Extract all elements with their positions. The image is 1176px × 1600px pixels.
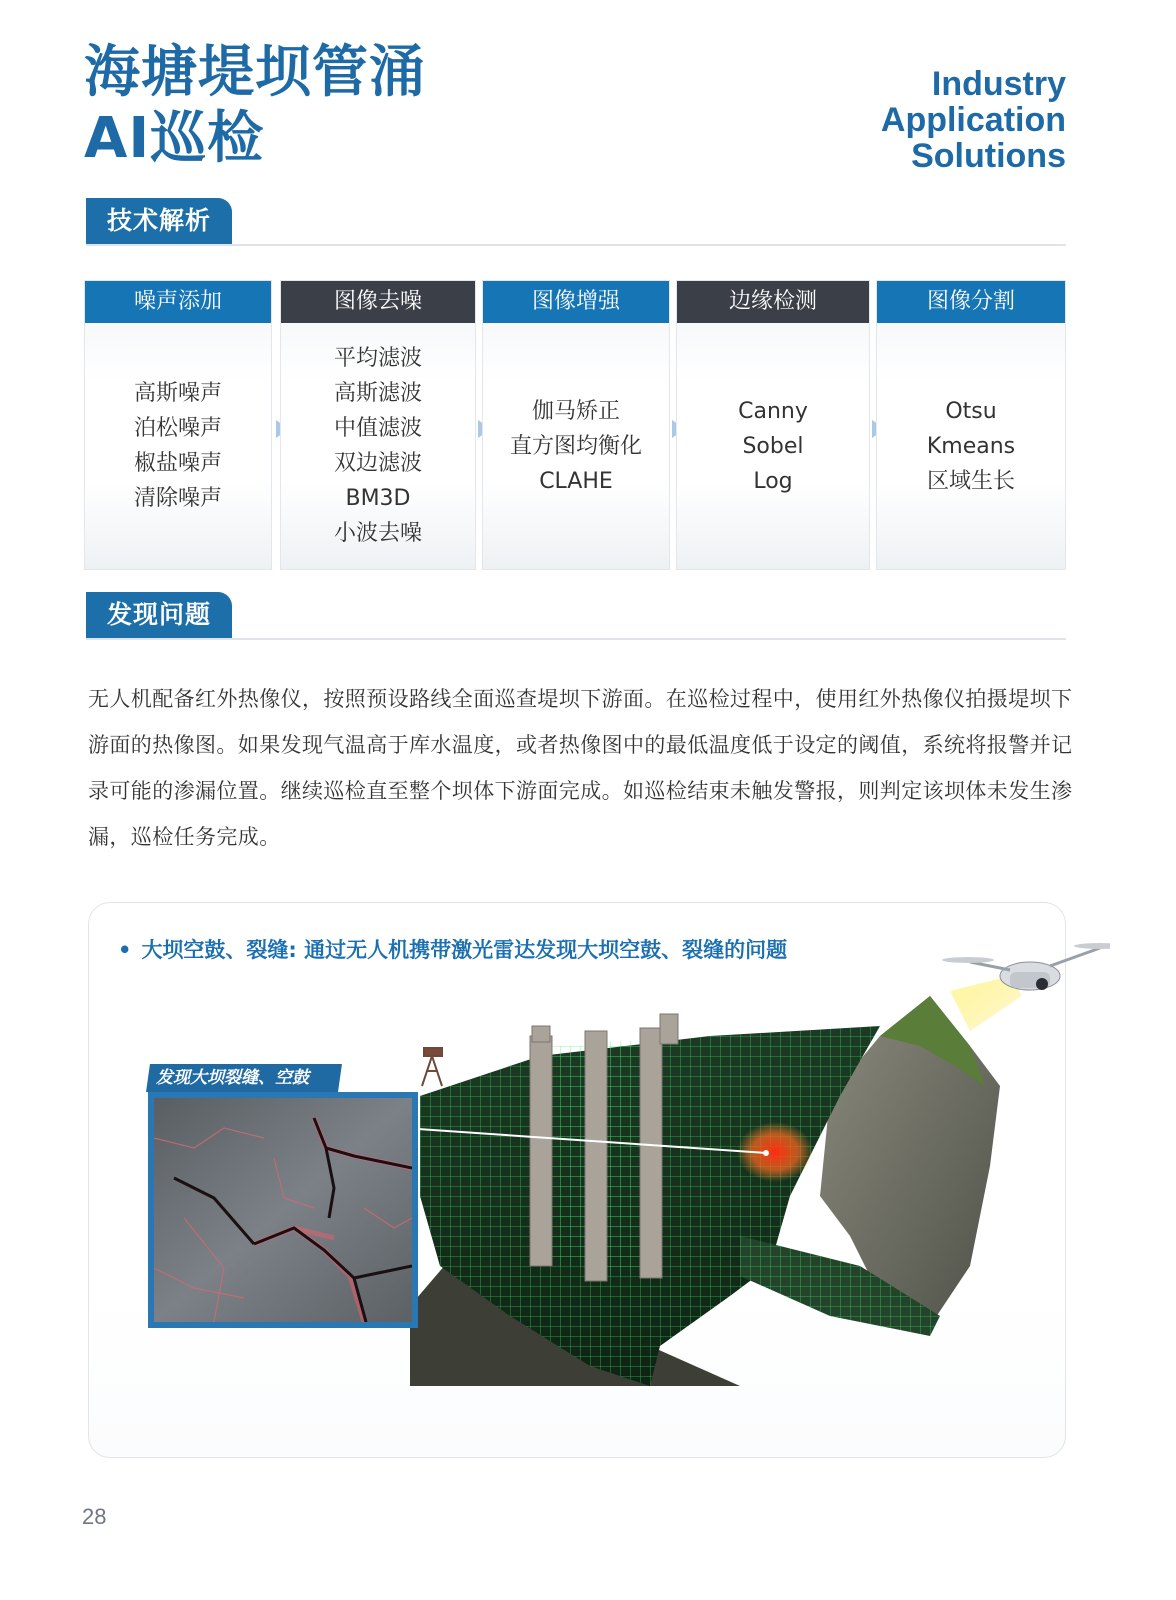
pipeline-item: Kmeans (926, 433, 1016, 459)
section-tab-problem: 发现问题 (86, 592, 232, 638)
pipeline-step-items (677, 323, 869, 569)
pipeline-item: 小波去噪 (333, 521, 422, 546)
watch-tower (422, 1048, 442, 1086)
bullet-dot-icon: • (118, 938, 132, 962)
pipeline-item: 区域生长 (926, 468, 1015, 494)
section-header-problem (86, 592, 1066, 640)
pipeline-item: BM3D (345, 486, 411, 511)
pipeline-item: 泊松噪声 (133, 416, 222, 441)
crack-image (154, 1098, 412, 1322)
inset-label-text: 发现大坝裂缝、空鼓 (156, 1068, 309, 1088)
pipeline-item: Otsu (945, 398, 997, 424)
pipeline-item: 高斯噪声 (133, 381, 222, 406)
english-line-2: Application (880, 101, 1066, 139)
title-line-1: 海塘堤坝管涌 (84, 40, 426, 105)
page-number: 28 (82, 1504, 107, 1529)
pipeline-item: 清除噪声 (133, 486, 222, 511)
section-header-tech (86, 198, 1066, 246)
drone-icon (942, 943, 1110, 990)
pipeline-item: Sobel (742, 433, 804, 459)
english-subtitle (881, 66, 1066, 174)
pipeline-step-label: 噪声添加 (85, 281, 271, 323)
pipeline-step (280, 280, 476, 570)
pipeline-item: Canny (738, 398, 808, 424)
pipeline-step-items (483, 323, 669, 569)
pipeline-step-label: 图像去噪 (281, 281, 475, 323)
pipeline-item: 高斯滤波 (333, 381, 422, 406)
pipeline-step-label: 边缘检测 (677, 281, 869, 323)
pipeline-step (676, 280, 870, 570)
page-title (84, 40, 426, 172)
pipeline-flow (84, 280, 1066, 570)
title-line-2: AI巡检 (84, 106, 265, 171)
pipeline-item: 伽马矫正 (531, 398, 620, 424)
english-line-1: Industry (931, 65, 1066, 103)
pipeline-step-items (877, 323, 1065, 569)
pipeline-step (876, 280, 1066, 570)
pipeline-item: Log (753, 468, 793, 494)
pipeline-step-items (281, 323, 475, 569)
pipeline-item: 双边滤波 (333, 451, 422, 476)
pipeline-step (482, 280, 670, 570)
section-tab-tech: 技术解析 (86, 198, 232, 244)
crack-inset-image (148, 1092, 418, 1328)
inset-label (146, 1064, 342, 1092)
figure-bullet-text: 大坝空鼓、裂缝: 通过无人机携带激光雷达发现大坝空鼓、裂缝的问题 (141, 938, 788, 962)
body-paragraph: 无人机配备红外热像仪，按照预设路线全面巡查堤坝下游面。在巡检过程中，使用红外热像仪拍摄堤坝下游面的热像图。如果发现气温高于库水温度，或者热像图中的最低温度低于设定的阈值，系统将报警并记录可能的渗漏位置。继续巡检直至整个坝体下游面完成。如巡检结束未触发警报，则判定该坝体未发生渗漏，巡检任务完成。 (88, 687, 1073, 849)
pipeline-step (84, 280, 272, 570)
pipeline-step-label: 图像增强 (483, 281, 669, 323)
pipeline-step-items (85, 323, 271, 569)
pipeline-item: 直方图均衡化 (509, 433, 642, 459)
english-line-3: Solutions (911, 137, 1066, 175)
pipeline-item: 平均滤波 (333, 346, 422, 371)
dam-illustration (410, 936, 1110, 1406)
pipeline-item: CLAHE (539, 468, 613, 494)
pipeline-step-label: 图像分割 (877, 281, 1065, 323)
pipeline-item: 中值滤波 (333, 416, 422, 441)
pipeline-item: 椒盐噪声 (133, 451, 222, 476)
